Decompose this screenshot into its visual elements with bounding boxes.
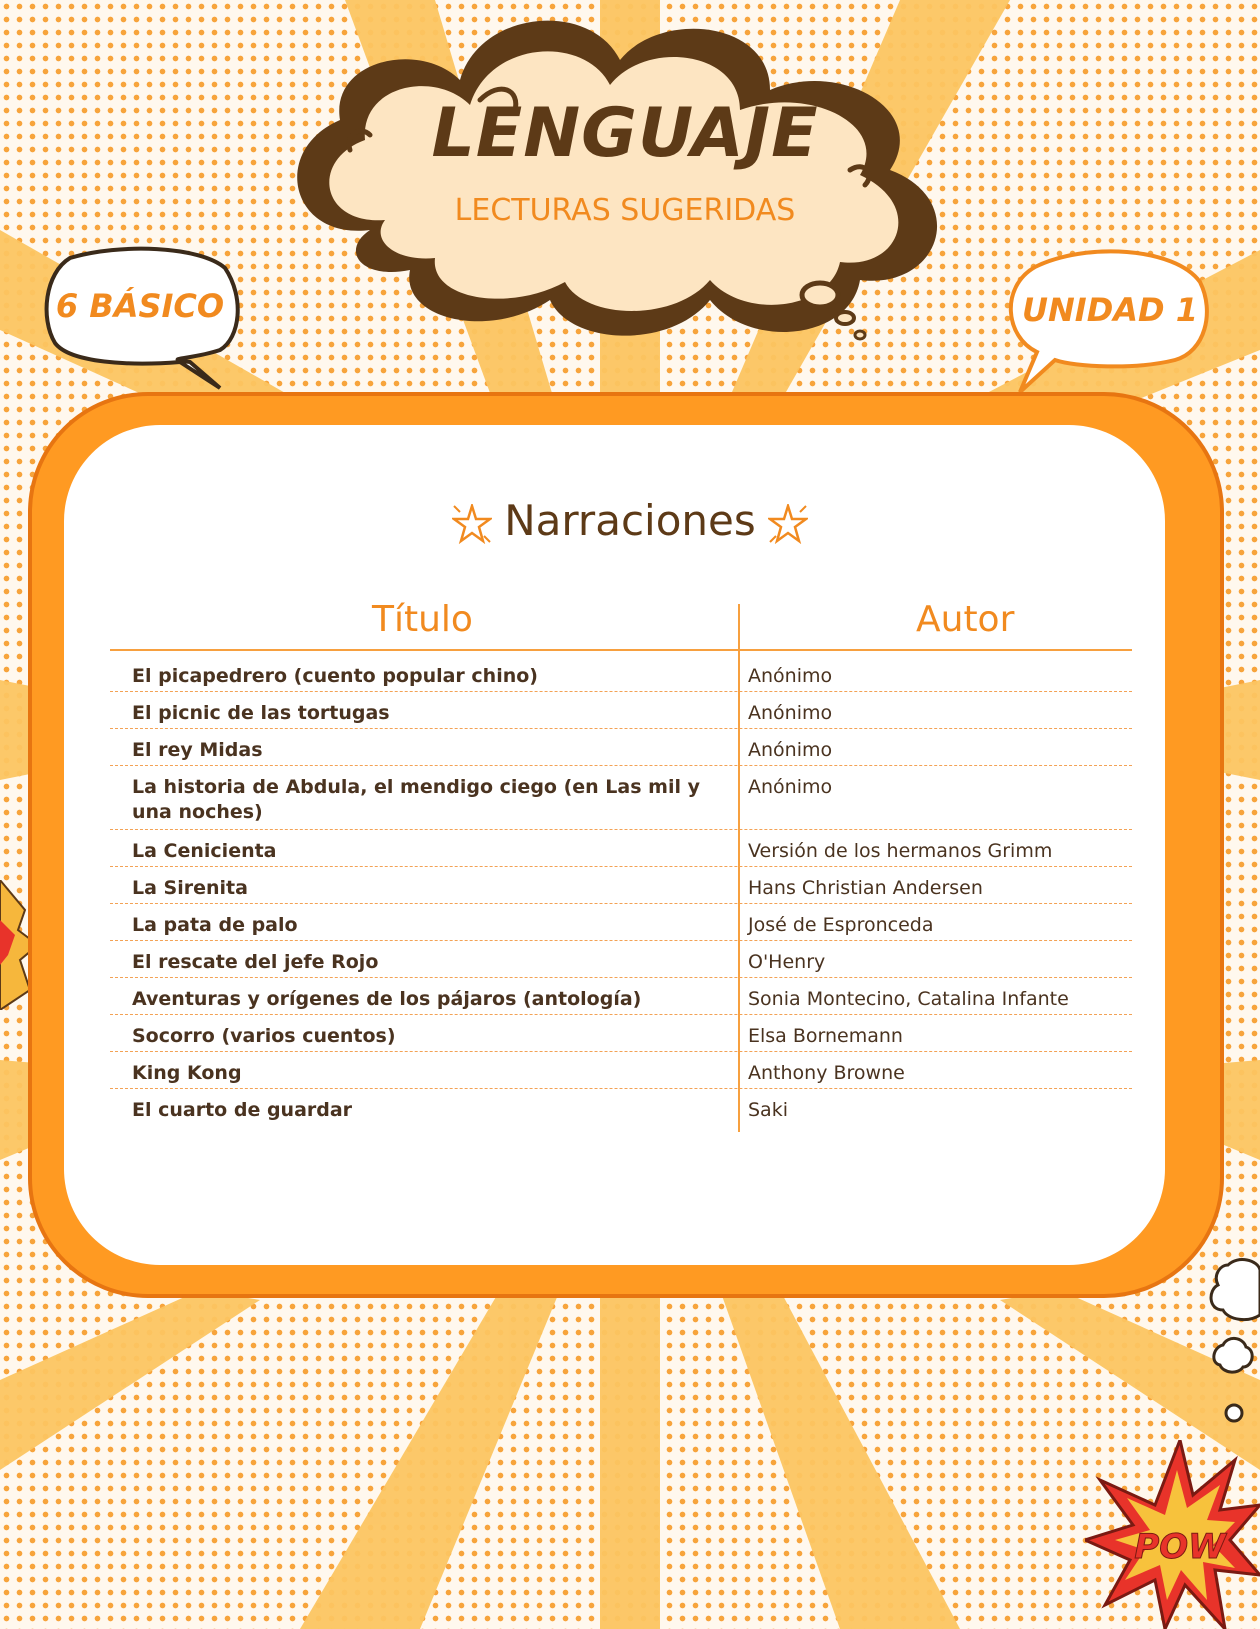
reading-title: La pata de palo — [132, 914, 298, 936]
table-row — [110, 1015, 1132, 1052]
star-icon — [452, 504, 492, 544]
readings-table — [110, 655, 1132, 1126]
small-cloud-decoration — [1208, 1255, 1260, 1455]
reading-author: Elsa Bornemann — [748, 1025, 903, 1047]
table-row — [110, 1089, 1132, 1126]
reading-author: Anónimo — [748, 665, 833, 687]
reading-title: El picnic de las tortugas — [132, 702, 390, 724]
table-row — [110, 729, 1132, 766]
reading-title: El cuarto de guardar — [132, 1099, 353, 1121]
pow-burst-decoration — [1085, 1440, 1260, 1629]
page-title: LENGUAJE — [431, 94, 819, 173]
reading-author: O'Henry — [748, 951, 826, 973]
page-subtitle: LECTURAS SUGERIDAS — [454, 193, 796, 228]
table-row — [110, 766, 1132, 830]
reading-title: Socorro (varios cuentos) — [132, 1025, 396, 1047]
table-row — [110, 1052, 1132, 1089]
unit-label: UNIDAD 1 — [1022, 291, 1198, 329]
title-cloud — [250, 0, 1000, 360]
reading-title: King Kong — [132, 1062, 242, 1084]
table-row — [110, 655, 1132, 692]
reading-title: El rey Midas — [132, 739, 263, 761]
reading-author: Anthony Browne — [748, 1062, 905, 1084]
table-row — [110, 830, 1132, 867]
table-row — [110, 978, 1132, 1015]
reading-title: La Cenicienta — [132, 840, 277, 862]
table-row — [110, 904, 1132, 941]
reading-author: Hans Christian Andersen — [748, 877, 983, 899]
reading-author: Versión de los hermanos Grimm — [748, 840, 1053, 862]
table-row — [110, 867, 1132, 904]
reading-title: La Sirenita — [132, 877, 248, 899]
reading-title: La historia de Abdula, el mendigo ciego (en Las mil y una noches) — [132, 776, 700, 823]
reading-author: José de Espronceda — [748, 914, 934, 936]
reading-author: Anónimo — [748, 702, 833, 724]
reading-title: El picapedrero (cuento popular chino) — [132, 665, 538, 687]
reading-author: Anónimo — [748, 739, 833, 761]
star-icon — [768, 504, 808, 544]
grade-label: 6 BÁSICO — [55, 287, 225, 325]
reading-title: Aventuras y orígenes de los pájaros (antología) — [132, 988, 642, 1010]
header-divider — [110, 649, 1132, 651]
reading-author: Sonia Montecino, Catalina Infante — [748, 988, 1069, 1010]
table-row — [110, 941, 1132, 978]
column-header-author: Autor — [916, 599, 1015, 640]
section-heading — [0, 496, 1260, 545]
reading-title: El rescate del jefe Rojo — [132, 951, 379, 973]
column-header-title: Título — [372, 599, 473, 640]
table-row — [110, 692, 1132, 729]
section-title: Narraciones — [504, 496, 756, 545]
pow-text: POW — [1134, 1527, 1226, 1567]
reading-author: Saki — [748, 1099, 788, 1121]
reading-author: Anónimo — [748, 776, 833, 798]
